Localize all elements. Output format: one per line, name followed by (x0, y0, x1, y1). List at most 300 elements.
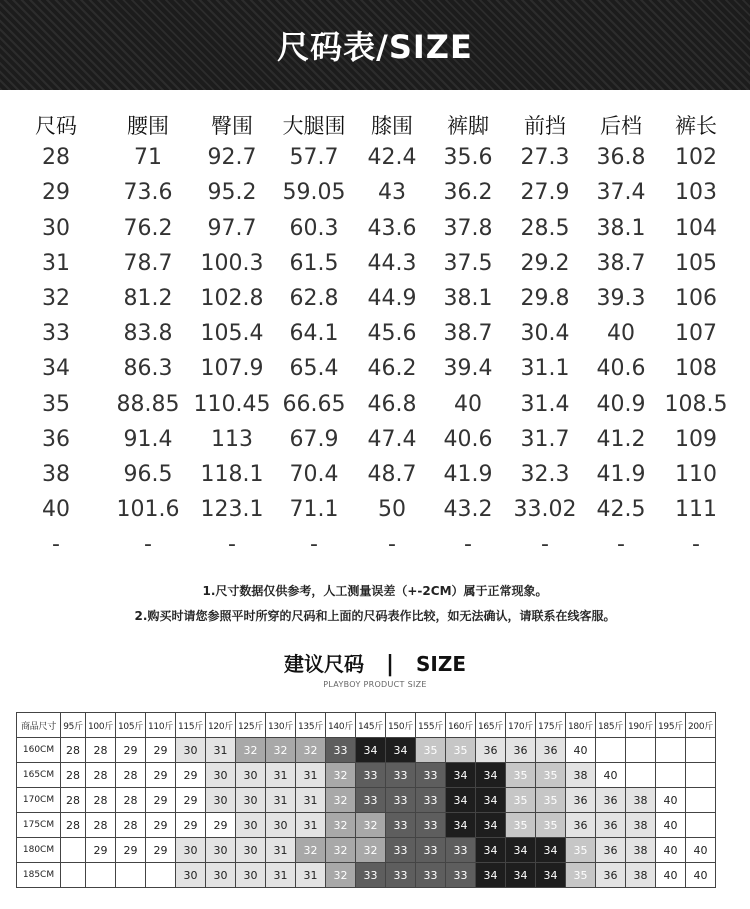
size-cell: 29 (176, 763, 206, 788)
recommend-size-table (16, 712, 716, 888)
size-cell: 31 (296, 763, 326, 788)
table-cell: 105.4 (200, 321, 264, 347)
table-row (0, 497, 750, 532)
recommend-title-separator: | (385, 652, 395, 677)
table-row (0, 532, 750, 567)
size-cell: 32 (356, 838, 386, 863)
table-cell: 43.2 (443, 497, 493, 523)
size-cell: 34 (446, 763, 476, 788)
height-label: 185CM (17, 863, 61, 888)
table-cell: 42.4 (367, 145, 417, 171)
size-cell: 35 (506, 763, 536, 788)
table-cell: 96.5 (123, 461, 173, 487)
size-cell: 40 (656, 813, 686, 838)
weight-header-row (17, 713, 716, 738)
size-cell: 40 (596, 763, 626, 788)
table-cell: 92.7 (207, 145, 257, 171)
size-cell: 34 (446, 788, 476, 813)
column-header: 臀围 (211, 114, 253, 138)
size-cell: 28 (86, 763, 116, 788)
size-cell: 30 (206, 838, 236, 863)
size-cell: 35 (536, 813, 566, 838)
weight-header: 155斤 (416, 713, 446, 738)
size-cell (686, 813, 716, 838)
table-row (0, 427, 750, 462)
size-cell: 38 (626, 788, 656, 813)
table-cell: 91.4 (123, 426, 173, 452)
size-cell (626, 738, 656, 763)
column-header: 裤长 (675, 114, 717, 138)
table-cell: 38 (42, 461, 70, 487)
size-cell: 35 (536, 763, 566, 788)
size-cell: 35 (416, 738, 446, 763)
size-cell (626, 763, 656, 788)
table-cell: 118.1 (200, 461, 264, 487)
table-cell: - (52, 532, 60, 558)
size-cell (61, 863, 86, 888)
weight-header: 110斤 (146, 713, 176, 738)
size-cell: 34 (536, 863, 566, 888)
size-cell: 32 (326, 813, 356, 838)
size-cell: 35 (536, 788, 566, 813)
weight-header: 100斤 (86, 713, 116, 738)
note-2: 2.购买时请您参照平时所穿的尺码和上面的尺码表作比较，如无法确认，请联系在线客服。 (134, 609, 616, 623)
table-cell: 71.1 (289, 497, 339, 523)
table-cell: 47.4 (367, 426, 417, 452)
size-cell: 33 (446, 838, 476, 863)
size-cell: 34 (476, 838, 506, 863)
size-cell: 28 (86, 813, 116, 838)
table-cell: 32.3 (520, 461, 570, 487)
size-cell: 35 (506, 788, 536, 813)
column-header: 大腿围 (282, 114, 346, 138)
size-cell: 30 (176, 738, 206, 763)
table-cell: 29.8 (520, 285, 570, 311)
size-cell: 31 (206, 738, 236, 763)
size-cell: 36 (506, 738, 536, 763)
weight-header: 135斤 (296, 713, 326, 738)
table-cell: 38.7 (596, 250, 646, 276)
table-cell: 88.85 (116, 391, 180, 417)
size-cell: 40 (566, 738, 596, 763)
height-row (17, 863, 716, 888)
table-cell: - (228, 532, 236, 558)
table-cell: 44.9 (367, 285, 417, 311)
table-cell: 40 (607, 321, 635, 347)
size-cell: 34 (506, 838, 536, 863)
table-cell: 62.8 (289, 285, 339, 311)
size-cell: 32 (326, 788, 356, 813)
table-cell: 36 (42, 426, 70, 452)
height-label: 180CM (17, 838, 61, 863)
table-cell: 30.4 (520, 321, 570, 347)
size-cell: 36 (596, 788, 626, 813)
size-cell: 35 (446, 738, 476, 763)
size-cell: 29 (86, 838, 116, 863)
table-cell: 60.3 (289, 215, 339, 241)
weight-header: 105斤 (116, 713, 146, 738)
table-cell: 65.4 (289, 356, 339, 382)
column-header: 后档 (600, 114, 642, 138)
size-cell: 40 (656, 838, 686, 863)
size-cell: 33 (326, 738, 356, 763)
table-cell: 31 (42, 250, 70, 276)
weight-header: 195斤 (656, 713, 686, 738)
size-cell: 38 (626, 863, 656, 888)
size-cell: 33 (416, 763, 446, 788)
table-cell: 31.1 (520, 356, 570, 382)
weight-header: 95斤 (61, 713, 86, 738)
column-header: 前挡 (524, 114, 566, 138)
table-cell: 104 (675, 215, 717, 241)
table-cell: 108 (675, 356, 717, 382)
table-cell: 59.05 (282, 180, 346, 206)
table-cell: - (692, 532, 700, 558)
size-cell: 36 (596, 813, 626, 838)
table-cell: 27.9 (520, 180, 570, 206)
height-label: 160CM (17, 738, 61, 763)
size-cell: 32 (266, 738, 296, 763)
size-cell: 34 (476, 788, 506, 813)
size-cell: 28 (61, 788, 86, 813)
size-cell: 31 (266, 863, 296, 888)
table-cell: 106 (675, 285, 717, 311)
table-cell: 38.1 (443, 285, 493, 311)
height-label: 165CM (17, 763, 61, 788)
table-cell: 97.7 (207, 215, 257, 241)
size-cell: 33 (416, 788, 446, 813)
size-cell: 36 (596, 838, 626, 863)
size-cell: 33 (386, 813, 416, 838)
table-cell: 107.9 (200, 356, 264, 382)
size-cell: 31 (296, 813, 326, 838)
size-cell (656, 738, 686, 763)
table-cell: 42.5 (596, 497, 646, 523)
table-cell: 35.6 (443, 145, 493, 171)
table-cell: 123.1 (200, 497, 264, 523)
size-cell: 29 (146, 788, 176, 813)
table-cell: 38.7 (443, 321, 493, 347)
weight-header: 200斤 (686, 713, 716, 738)
header-banner (0, 0, 750, 90)
size-cell: 35 (506, 813, 536, 838)
size-cell (686, 738, 716, 763)
size-cell (116, 863, 146, 888)
table-row (0, 392, 750, 427)
weight-header: 160斤 (446, 713, 476, 738)
table-cell: 102.8 (200, 285, 264, 311)
table-row (0, 145, 750, 180)
size-cell (686, 788, 716, 813)
table-cell: 27.3 (520, 145, 570, 171)
table-cell: 66.65 (282, 391, 346, 417)
table-cell: 41.9 (443, 461, 493, 487)
size-cell: 32 (296, 738, 326, 763)
size-cell (86, 863, 116, 888)
size-cell: 34 (536, 838, 566, 863)
table-cell: 50 (378, 497, 406, 523)
table-cell: 39.4 (443, 356, 493, 382)
size-cell: 31 (296, 788, 326, 813)
page-title: 尺码表/SIZE (277, 28, 473, 66)
table-cell: 61.5 (289, 250, 339, 276)
size-cell: 40 (686, 863, 716, 888)
table-cell: 31.7 (520, 426, 570, 452)
table-cell: 44.3 (367, 250, 417, 276)
size-cell: 34 (506, 863, 536, 888)
size-cell: 28 (61, 763, 86, 788)
table-cell: 83.8 (123, 321, 173, 347)
weight-header: 170斤 (506, 713, 536, 738)
size-cell: 28 (86, 788, 116, 813)
table-cell: 28.5 (520, 215, 570, 241)
recommend-title-en: SIZE (416, 652, 467, 676)
weight-header: 140斤 (326, 713, 356, 738)
table-cell: 73.6 (123, 180, 173, 206)
size-cell: 38 (626, 838, 656, 863)
size-cell: 29 (206, 813, 236, 838)
table-cell: 95.2 (207, 180, 257, 206)
table-row (0, 321, 750, 356)
table-cell: 41.9 (596, 461, 646, 487)
table-row (0, 216, 750, 251)
table-cell: 111 (675, 497, 717, 523)
size-cell: 32 (356, 813, 386, 838)
notes (0, 582, 750, 632)
size-cell: 34 (476, 813, 506, 838)
weight-header: 125斤 (236, 713, 266, 738)
size-cell: 30 (236, 838, 266, 863)
recommend-title (0, 648, 750, 677)
size-cell: 31 (296, 863, 326, 888)
size-cell: 30 (236, 863, 266, 888)
table-header-row (0, 110, 750, 145)
size-cell: 29 (176, 813, 206, 838)
size-cell (596, 738, 626, 763)
table-cell: 71 (134, 145, 162, 171)
table-cell: 107 (675, 321, 717, 347)
table-cell: - (617, 532, 625, 558)
table-cell: 32 (42, 285, 70, 311)
weight-header: 165斤 (476, 713, 506, 738)
size-cell: 28 (61, 813, 86, 838)
table-cell: 36.2 (443, 180, 493, 206)
size-cell: 28 (116, 763, 146, 788)
size-cell: 33 (416, 813, 446, 838)
size-cell: 33 (356, 763, 386, 788)
size-cell: 32 (326, 838, 356, 863)
weight-header: 150斤 (386, 713, 416, 738)
size-cell (61, 838, 86, 863)
table-cell: 100.3 (200, 250, 264, 276)
table-cell: 57.7 (289, 145, 339, 171)
size-cell: 36 (566, 788, 596, 813)
size-cell (686, 763, 716, 788)
size-cell: 33 (386, 763, 416, 788)
table-cell: 31.4 (520, 391, 570, 417)
table-cell: 43.6 (367, 215, 417, 241)
size-cell: 31 (266, 788, 296, 813)
table-cell: 48.7 (367, 461, 417, 487)
table-cell: 38.1 (596, 215, 646, 241)
recommend-title-cn: 建议尺码 (283, 652, 364, 676)
size-table (0, 110, 750, 567)
size-cell: 33 (416, 863, 446, 888)
table-cell: 43 (378, 180, 406, 206)
size-cell: 29 (116, 738, 146, 763)
table-cell: 78.7 (123, 250, 173, 276)
weight-header: 185斤 (596, 713, 626, 738)
table-cell: 40 (454, 391, 482, 417)
table-cell: - (388, 532, 396, 558)
table-cell: 64.1 (289, 321, 339, 347)
size-cell: 30 (206, 863, 236, 888)
table-cell: 41.2 (596, 426, 646, 452)
table-cell: 108.5 (664, 391, 728, 417)
size-cell: 40 (656, 788, 686, 813)
column-header: 腰围 (127, 114, 169, 138)
size-cell: 35 (566, 863, 596, 888)
table-cell: 33 (42, 321, 70, 347)
table-cell: - (464, 532, 472, 558)
table-cell: 34 (42, 356, 70, 382)
size-cell: 28 (61, 738, 86, 763)
table-cell: 105 (675, 250, 717, 276)
table-row (0, 356, 750, 391)
height-label: 175CM (17, 813, 61, 838)
size-cell: 33 (416, 838, 446, 863)
table-cell: 36.8 (596, 145, 646, 171)
size-cell: 33 (356, 863, 386, 888)
size-cell: 28 (86, 738, 116, 763)
height-row (17, 813, 716, 838)
table-cell: - (144, 532, 152, 558)
table-cell: 40 (42, 497, 70, 523)
table-cell: 40.6 (596, 356, 646, 382)
recommend-subtitle: PLAYBOY PRODUCT SIZE (323, 680, 427, 689)
weight-header: 190斤 (626, 713, 656, 738)
size-cell: 31 (266, 763, 296, 788)
weight-header: 145斤 (356, 713, 386, 738)
table-cell: 33.02 (513, 497, 577, 523)
weight-header: 115斤 (176, 713, 206, 738)
table-cell: 40.9 (596, 391, 646, 417)
size-cell: 29 (146, 763, 176, 788)
size-cell: 30 (206, 788, 236, 813)
size-cell: 30 (176, 838, 206, 863)
size-cell: 29 (116, 838, 146, 863)
size-cell: 35 (566, 838, 596, 863)
size-cell: 34 (356, 738, 386, 763)
table-cell: 103 (675, 180, 717, 206)
size-cell: 28 (116, 788, 146, 813)
table-cell: 46.2 (367, 356, 417, 382)
size-cell: 36 (536, 738, 566, 763)
size-cell: 34 (476, 863, 506, 888)
table-cell: 37.4 (596, 180, 646, 206)
size-cell: 29 (176, 788, 206, 813)
table-cell: 35 (42, 391, 70, 417)
table-cell: 81.2 (123, 285, 173, 311)
size-cell: 33 (386, 863, 416, 888)
table-cell: 67.9 (289, 426, 339, 452)
table-cell: 39.3 (596, 285, 646, 311)
table-cell: 29 (42, 180, 70, 206)
table-cell: 109 (675, 426, 717, 452)
note-1: 1.尺寸数据仅供参考，人工测量误差（+-2CM）属于正常现象。 (202, 584, 548, 598)
weight-header: 175斤 (536, 713, 566, 738)
size-cell: 30 (266, 813, 296, 838)
table-cell: 37.8 (443, 215, 493, 241)
size-cell: 36 (566, 813, 596, 838)
weight-header: 130斤 (266, 713, 296, 738)
table-cell: - (541, 532, 549, 558)
size-cell: 29 (146, 838, 176, 863)
height-row (17, 738, 716, 763)
table-cell: 28 (42, 145, 70, 171)
table-cell: 40.6 (443, 426, 493, 452)
table-row (0, 462, 750, 497)
table-cell: 37.5 (443, 250, 493, 276)
table-cell: 110 (675, 461, 717, 487)
size-cell: 30 (236, 813, 266, 838)
table-cell: 110.45 (193, 391, 271, 417)
size-cell: 30 (206, 763, 236, 788)
size-cell: 38 (566, 763, 596, 788)
size-cell: 34 (476, 763, 506, 788)
table-row (0, 251, 750, 286)
height-row (17, 838, 716, 863)
size-cell (146, 863, 176, 888)
table-row (0, 180, 750, 215)
table-cell: 30 (42, 215, 70, 241)
height-row (17, 763, 716, 788)
size-cell: 36 (476, 738, 506, 763)
column-header: 膝围 (371, 114, 413, 138)
column-header: 裤脚 (447, 114, 489, 138)
size-cell: 40 (656, 863, 686, 888)
table-cell: 46.8 (367, 391, 417, 417)
size-cell: 33 (386, 788, 416, 813)
weight-header: 180斤 (566, 713, 596, 738)
size-cell: 29 (146, 813, 176, 838)
size-cell: 28 (116, 813, 146, 838)
table-cell: 113 (211, 426, 253, 452)
size-cell: 32 (326, 863, 356, 888)
size-cell: 34 (386, 738, 416, 763)
table-cell: 76.2 (123, 215, 173, 241)
table-cell: 29.2 (520, 250, 570, 276)
weight-header: 120斤 (206, 713, 236, 738)
size-cell: 29 (146, 738, 176, 763)
table-cell: 86.3 (123, 356, 173, 382)
size-cell: 38 (626, 813, 656, 838)
table-cell: 101.6 (116, 497, 180, 523)
size-cell: 33 (356, 788, 386, 813)
table-cell: 45.6 (367, 321, 417, 347)
size-cell (656, 763, 686, 788)
size-cell: 33 (386, 838, 416, 863)
size-cell: 36 (596, 863, 626, 888)
table-cell: 102 (675, 145, 717, 171)
height-row (17, 788, 716, 813)
size-cell: 32 (236, 738, 266, 763)
table-cell: 70.4 (289, 461, 339, 487)
size-cell: 30 (236, 763, 266, 788)
size-cell: 32 (326, 763, 356, 788)
column-header: 尺码 (35, 114, 77, 138)
size-cell: 31 (266, 838, 296, 863)
